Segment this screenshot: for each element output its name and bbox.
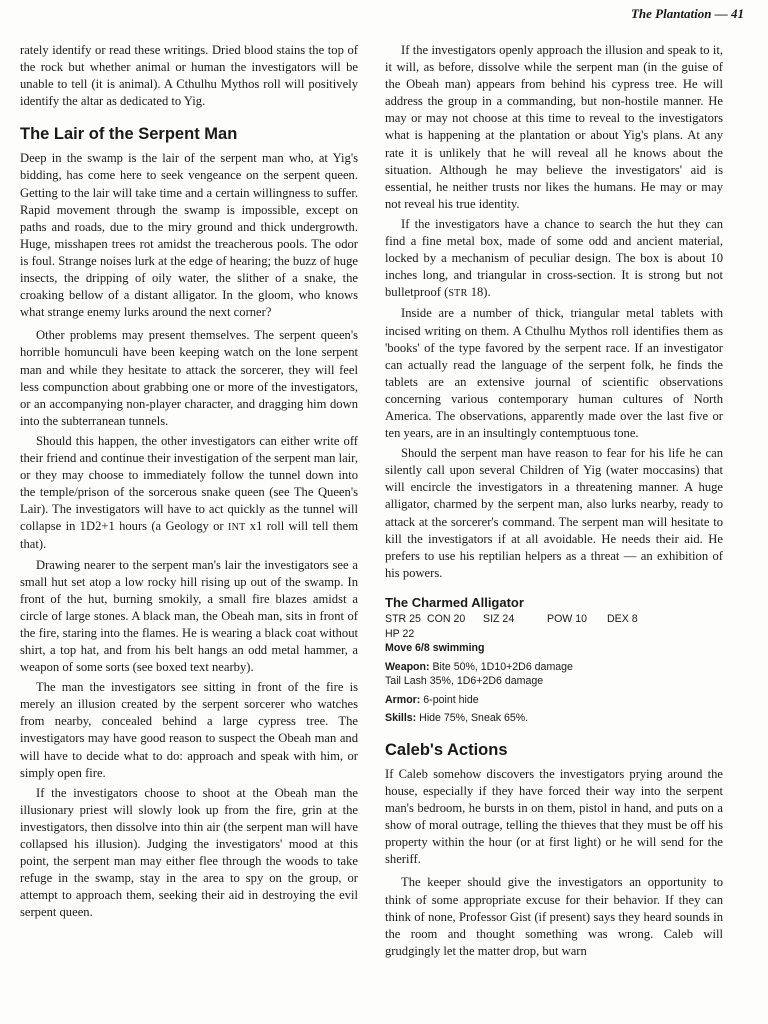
paragraph: Deep in the swamp is the lair of the serpent man who, at Yig's bidding, has come here to seek vengeance on the serpent queen. Getting to the lair will take time and a certain willingness to suffer. Rapid movement through the swamp is impossible, except on paths and roads, due to the miry ground and thick undergrowth. Huge, misshapen trees rot amidst the treacherous pools. The odor is foul. Strange noises lurk at the edge of hearing; the buzz of huge insects, the dripping of oily water, the slither of a snake, the croaking bellow of a distant alligator. In the gloom, who knows what strange enemy lurks around the next corner? <box>20 151 358 320</box>
paragraph: If Caleb somehow discovers the investigators prying around the house, especially if they have forced their way into the serpent man's bedroom, he bursts in on them, pistol in hand, and puts on a show of moral outrage, telling the thieves that they must be off his property within the hour (or at first light) or he will send for the sheriff. <box>385 766 723 867</box>
paragraph: Other problems may present themselves. The serpent queen's horrible homunculi have been keeping watch on the lone serpent man and while they hesitate to attack the sorcerer, they will feel less compunction about grabbing one or more of the investigators, or an accompanying non-player character, and dragging him down into the subterranean tunnels. <box>20 328 358 428</box>
stat-str: STR 25 <box>385 613 421 626</box>
stat-skills: Skills: Hide 75%, Sneak 65%. <box>385 712 529 725</box>
left-column <box>20 42 358 925</box>
stat-hp: HP 22 <box>385 627 415 640</box>
paragraph: If the investigators openly approach the illusion and speak to it, it will, as before, dissolve while the serpent man (in the guise of the Obeah man) appears from behind his cypress tree. He will address the group in a commanding, but non-hostile manner. He may or may not choose at this time to reveal to the investigators what is happening at the plantation or about Yig's plans. At any rate it is unlikely that he will reveal all he knows about the situation. Although he may believe the investigators' aid is essential, he neither trusts nor likes the humans. He may or may not reveal his true identity. <box>385 43 723 211</box>
paragraph: Drawing nearer to the serpent man's lair the investigators see a small hut set atop a low rocky hill rising up out of the swamp. In front of the hut, burning smokily, a small fire blazes amidst a circle of large stones. A black man, the Obeah man, sits in front of the fire, staring into the flames. He is wearing a black coat without shirt, a top hat, and from his belt hangs an odd metal hammer, a weapon of some sorts (see boxed text nearby). <box>20 557 358 675</box>
stat-siz: SIZ 24 <box>483 613 515 626</box>
section-heading-calebs-actions: Caleb's Actions <box>385 740 508 759</box>
header-title: The Plantation <box>630 6 712 21</box>
characteristics-row <box>385 612 723 627</box>
running-header: The Plantation — 41 <box>630 6 744 21</box>
stat-con: CON 20 <box>427 613 466 626</box>
stat-pow: POW 10 <box>547 613 588 626</box>
paragraph: Should the serpent man have reason to fear for his life he can silently call upon several Children of Yig (water moccasins) that will encircle the investigators in a threatening manner. A huge alligator, charmed by the serpent man, also lurks nearby, ready to attack at the sorcerer's command. The serpent man will hesitate to kill the investigators if at all avoidable. He needs their aid. He prefers to use his reptilian helpers as a threat — an exhibition of his powers. <box>385 446 723 580</box>
paragraph: If the investigators have a chance to search the hut they can find a fine metal box, made of some odd and ancient material, locked by a mechanism of peculiar design. The box is about 10 inches long, and triangular in cross-section. It is strong but not bulletproof (STR 18). <box>385 216 723 300</box>
right-column <box>385 42 723 963</box>
stat-title: The Charmed Alligator <box>385 594 524 610</box>
paragraph: Inside are a number of thick, triangular metal tablets with incised writing on them. A Cthulhu Mythos roll identifies them as 'books' of the type favored by the serpent race. If an investigator can actually read the language of the serpent folk, he finds the tablets are an extensive journal of scientific observations concerning various contemporary human cultures of North America. The observations, apparently made over the last five or ten years, are in an insultingly contemptuous tone. <box>385 306 723 441</box>
paragraph: Should this happen, the other investigators can either write off their friend and continue their investigation of the serpent man lair, or they may choose to immediately follow the tunnel down into the temple/prison of the sorcerous snake queen (see The Queen's Lair). The investigators will have to act quickly as the tunnel will collapse in 1D2+1 hours (a Geology or INT x1 roll will tell them that). <box>20 433 358 552</box>
paragraph: The man the investigators see sitting in front of the fire is merely an illusion created by the serpent sorcerer who watches from nearby, concealed behind a large cypress tree. The investigators may have good reason to suspect the Obeah man and will have to decide what to do: approach and speak with him, or simply open fire. <box>20 680 358 780</box>
intro-paragraph: rately identify or read these writings. Dried blood stains the top of the rock but whether animal or human the investigators will be unable to tell (it is animal). A Cthulhu Mythos roll will positively identify the altar as dedicated to Yig. <box>20 43 358 109</box>
stat-move: Move 6/8 swimming <box>385 642 485 655</box>
section-heading-serpent-lair: The Lair of the Serpent Man <box>20 125 238 144</box>
stat-armor: Armor: 6-point hide <box>385 693 479 706</box>
alligator-stat-block <box>385 596 723 726</box>
page-number: 41 <box>731 6 744 21</box>
stat-dex: DEX 8 <box>607 613 638 626</box>
paragraph: If the investigators choose to shoot at the Obeah man the illusionary priest will slowly look up from the fire, grin at the investigators, then dissolve into thin air (the serpent man will have collapsed his illusion). Judging the investigators' mood at this point, the serpent man may either flee through the woods to take refuge in the swamp, stay in the area to spy on the group, or attempt to approach them, seeking their aid in destroying the evil serpent queen. <box>20 785 358 920</box>
stat-weapon: Weapon: Bite 50%, 1D10+2D6 damage <box>385 660 573 673</box>
stat-weapon-2: Tail Lash 35%, 1D6+2D6 damage <box>385 675 544 688</box>
paragraph: The keeper should give the investigators an opportunity to think of some appropriate excuse for their behavior. If they can think of none, Professor Gist (if present) says they heard sounds in the room and thought something was wrong. Caleb will grudgingly let the matter drop, but warn <box>385 875 723 958</box>
